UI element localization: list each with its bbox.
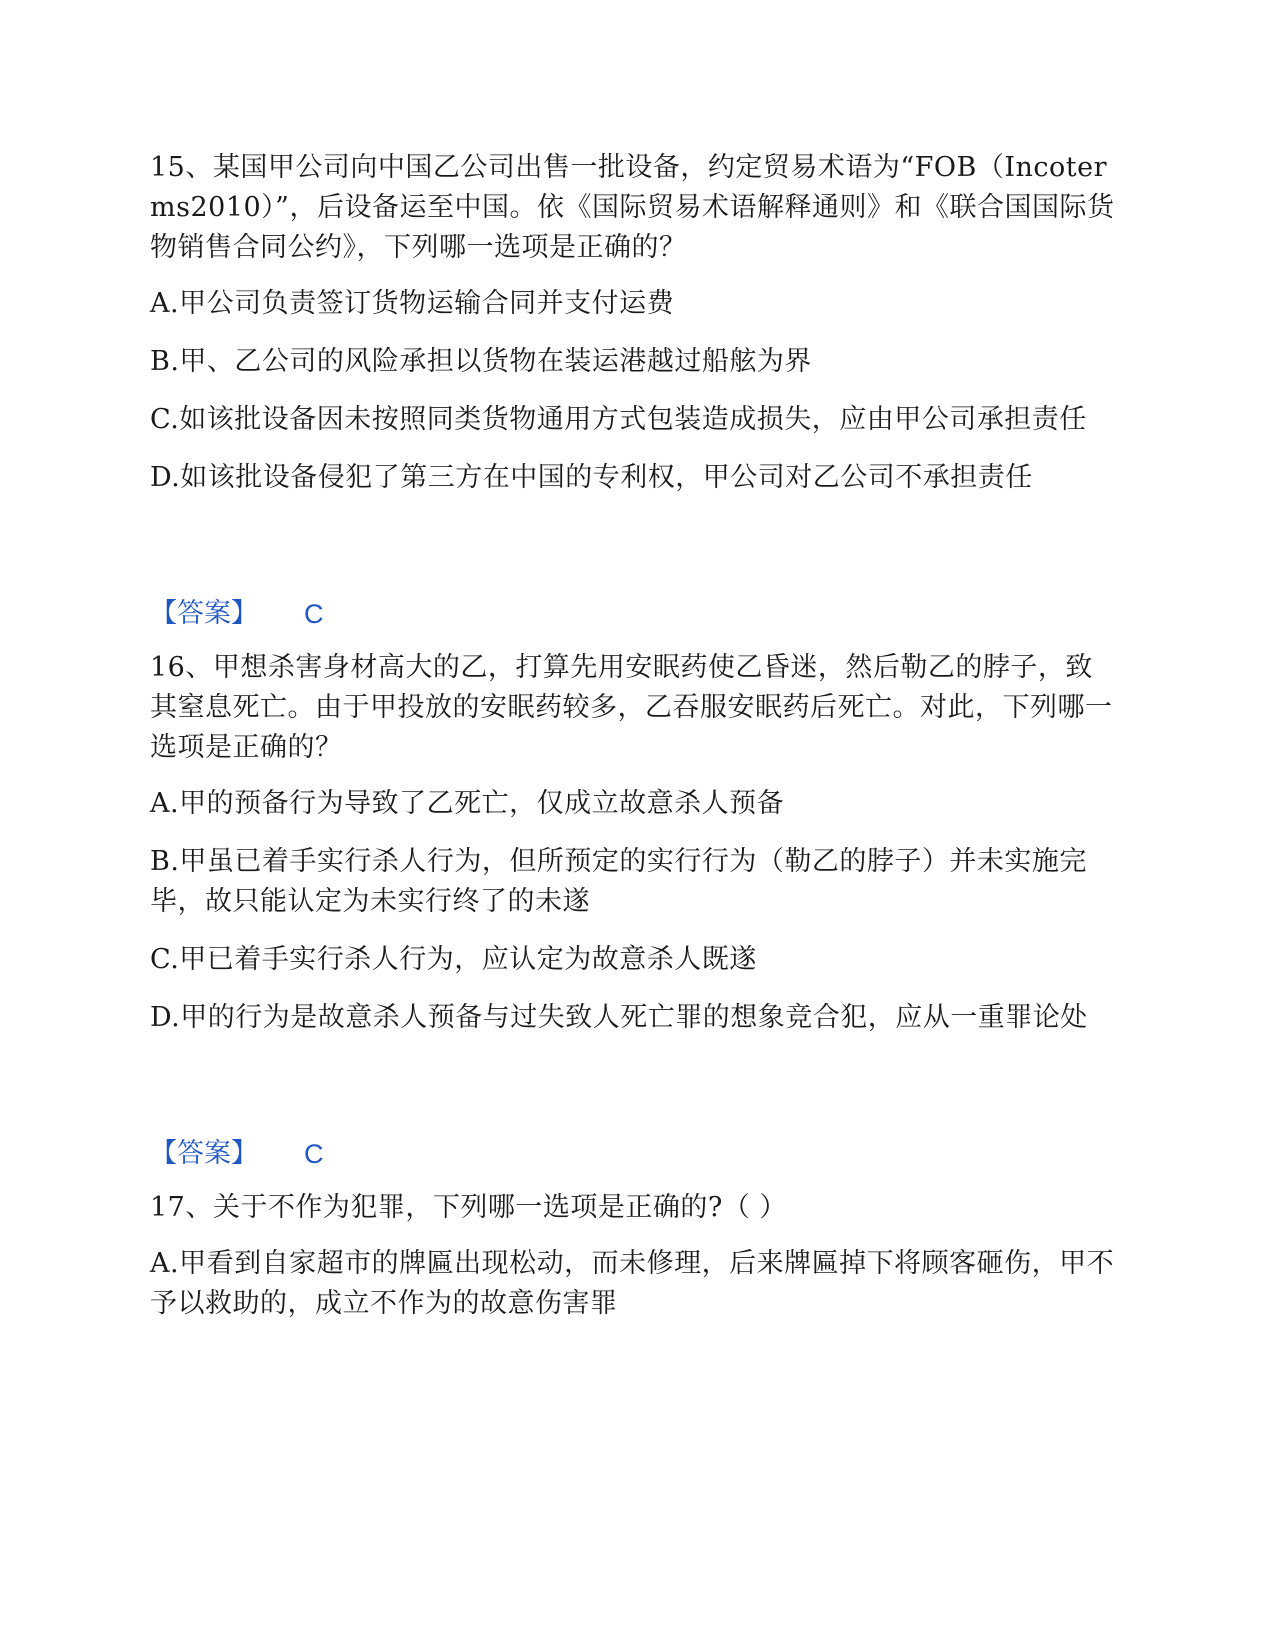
answer-label: 【答案】 — [150, 1138, 258, 1169]
answer-row-15 — [150, 594, 1115, 634]
option-b: B.甲虽已着手实行杀人行为，但所预定的实行行为（勒乙的脖子）并未实施完毕，故只能认定为未实行终了的未遂 — [150, 846, 1087, 917]
question-17 — [150, 1188, 1115, 1324]
option-c: C.甲已着手实行杀人行为，应认定为故意杀人既遂 — [150, 944, 757, 975]
question-stem: 16、甲想杀害身材高大的乙，打算先用安眠药使乙昏迷，然后勒乙的脖子，致其窒息死亡。由于甲投放的安眠药较多，乙吞服安眠药后死亡。对此，下列哪一选项是正确的？ — [150, 652, 1113, 763]
option-d: D.如该批设备侵犯了第三方在中国的专利权，甲公司对乙公司不承担责任 — [150, 462, 1033, 493]
answer-row-16 — [150, 1134, 1115, 1174]
option-a: A.甲公司负责签订货物运输合同并支付运费 — [150, 288, 675, 319]
question-stem: 17、关于不作为犯罪，下列哪一选项是正确的?（ ） — [150, 1192, 787, 1223]
answer-value: C — [304, 1139, 324, 1169]
option-a: A.甲看到自家超市的牌匾出现松动，而未修理，后来牌匾掉下将顾客砸伤，甲不予以救助的，成立不作为的故意伤害罪 — [150, 1248, 1115, 1319]
option-a: A.甲的预备行为导致了乙死亡，仅成立故意杀人预备 — [150, 788, 785, 819]
question-stem: 15、某国甲公司向中国乙公司出售一批设备，约定贸易术语为“FOB（Incoterms2010）”，后设备运至中国。依《国际贸易术语解释通则》和《联合国国际货物销售合同公约》，下列哪一选项是正确的？ — [150, 152, 1115, 263]
answer-label: 【答案】 — [150, 598, 258, 629]
option-d: D.甲的行为是故意杀人预备与过失致人死亡罪的想象竞合犯，应从一重罪论处 — [150, 1002, 1088, 1033]
option-b: B.甲、乙公司的风险承担以货物在装运港越过船舷为界 — [150, 346, 812, 377]
question-15 — [150, 148, 1115, 498]
question-16 — [150, 648, 1115, 1038]
option-c: C.如该批设备因未按照同类货物通用方式包装造成损失，应由甲公司承担责任 — [150, 404, 1087, 435]
document-page — [150, 148, 1115, 1342]
answer-value: C — [304, 599, 324, 629]
